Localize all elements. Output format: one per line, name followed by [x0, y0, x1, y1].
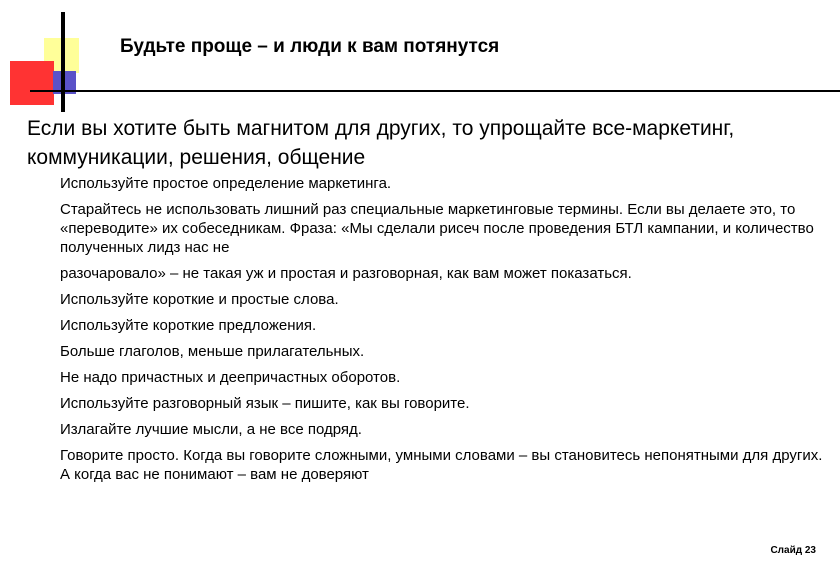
- list-item: Говорите просто. Когда вы говорите сложными, умными словами – вы становитесь непонятными для других. А когда вас не понимают – вам не доверяют: [60, 447, 823, 483]
- list-item: Используйте разговорный язык – пишите, как вы говорите.: [60, 395, 470, 412]
- main-statement: Если вы хотите быть магнитом для других, то упрощайте все-маркетинг, коммуникации, решения, общение: [27, 117, 735, 169]
- vertical-rule: [61, 12, 65, 112]
- decorative-corner-graphic: [0, 0, 120, 120]
- list-item: Используйте короткие предложения.: [60, 317, 317, 334]
- title-underline-rule: [30, 90, 840, 92]
- list-item: Излагайте лучшие мысли, а не все подряд.: [60, 421, 362, 438]
- list-item: Используйте простое определение маркетинга.: [60, 175, 392, 192]
- red-square: [10, 61, 54, 105]
- list-item: Используйте короткие и простые слова.: [60, 291, 339, 308]
- list-item: Больше глаголов, меньше прилагательных.: [60, 343, 365, 360]
- list-item: Не надо причастных и деепричастных оборотов.: [60, 369, 401, 386]
- slide-number: Слайд 23: [770, 545, 816, 556]
- bullet-list: [60, 174, 830, 491]
- slide-title: Будьте проще – и люди к вам потянутся: [120, 36, 500, 57]
- list-item: Старайтесь не использовать лишний раз специальные маркетинговые термины. Если вы делаете это, то «переводите» их собеседникам. Фраза: «Мы сделали рисеч после проведения БТЛ кампании, и количество полученных лидз нас не разочаровало» – не такая уж и простая и разговорная, как вам может показаться.: [60, 201, 814, 282]
